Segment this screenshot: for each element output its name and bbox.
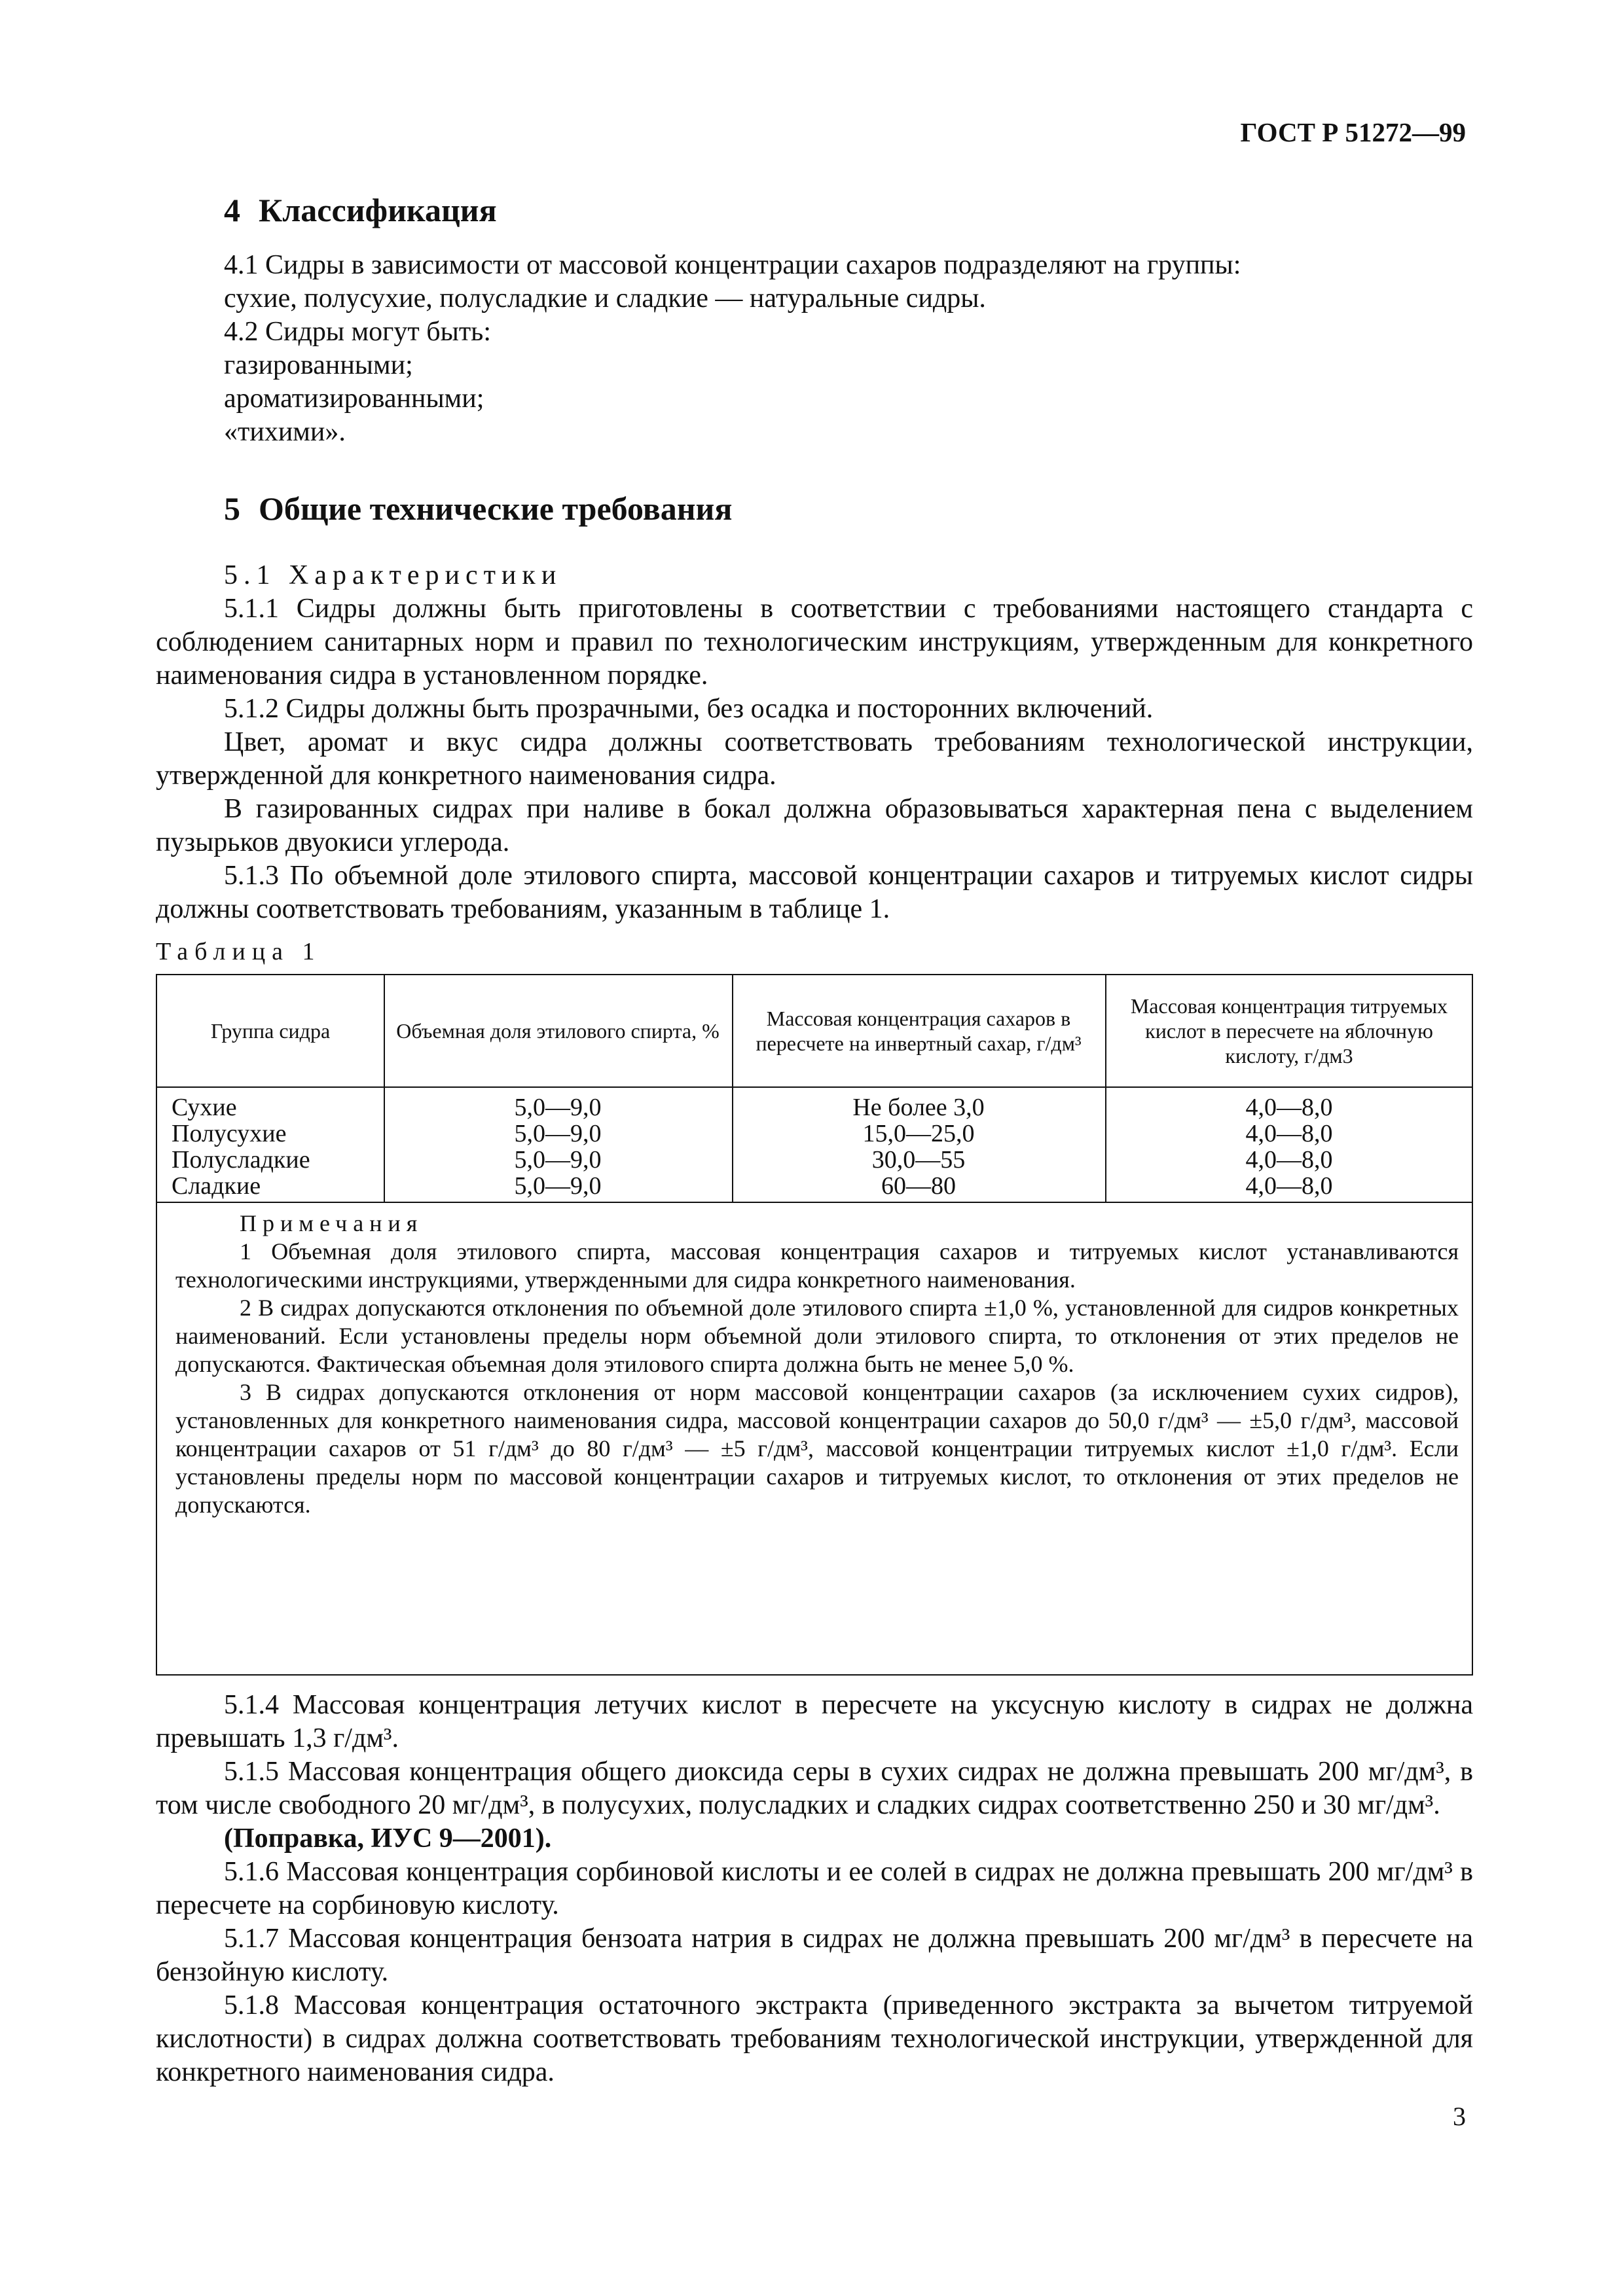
list-item: «тихими». <box>224 417 346 447</box>
table-header-cell: Массовая концентрация сахаров в пересчете на инвертный сахар, г/дм³ <box>756 1007 1082 1055</box>
table-cell: 5,0—9,0 <box>514 1120 602 1147</box>
paragraph-5-1-2b: Цвет, аромат и вкус сидра должны соответствовать требованиям технологической инструкции, утвержденной для конкретного наименования сидра. <box>156 727 1473 791</box>
table-1 <box>156 974 1473 1676</box>
table-cell: 4,0—8,0 <box>1245 1120 1333 1147</box>
paragraph-5-1-2c: В газированных сидрах при наливе в бокал должна образовываться характерная пена с выделением пузырьков двуокиси углерода. <box>156 794 1473 857</box>
table-notes <box>175 1210 1459 1519</box>
document-code: ГОСТ Р 51272—99 <box>1240 117 1466 147</box>
paragraph-4-2: 4.2 Сидры могут быть: <box>224 317 492 347</box>
table-body <box>157 1088 1472 1203</box>
table-cell: 5,0—9,0 <box>514 1172 602 1200</box>
paragraph-5-1-7: 5.1.7 Массовая концентрация бензоата натрия в сидрах не должна превышать 200 мг/дм³ в пересчете на бензойную кислоту. <box>156 1924 1473 1987</box>
table-column-group <box>172 1094 381 1199</box>
table-cell: 15,0—25,0 <box>862 1120 975 1147</box>
table-note: 3 В сидрах допускаются отклонения от норм массовой концентрации сахаров (за исключением сухих сидров), установленных для конкретного наименования сидра, массовой концентрации сахаров до 50,0 г/дм³ — ±5,0 г/дм³, массовой концентрации сахаров от 51 г/дм³ до 80 г/дм³ — ±5 г/дм³, массовой концентрации титруемых кислот ±1,0 г/дм³. Если установлены пределы норм по массовой концентрации сахаров и титруемых кислот, то отклонения от этих пределов не допускаются. <box>175 1379 1459 1518</box>
paragraph-5-1-3: 5.1.3 По объемной доле этилового спирта, массовой концентрации сахаров и титруемых кислот сидры должны соответствовать требованиям, указанным в таблице 1. <box>156 861 1473 924</box>
paragraph-5-1-6: 5.1.6 Массовая концентрация сорбиновой кислоты и ее солей в сидрах не должна превышать 200 мг/дм³ в пересчете на сорбиновую кислоту. <box>156 1857 1473 1920</box>
section-5-number: 5 <box>224 490 240 527</box>
table-cell: 30,0—55 <box>871 1146 966 1174</box>
list-item: газированными; <box>224 350 413 380</box>
requirements-continued <box>156 1689 1473 2089</box>
table-note: 1 Объемная доля этилового спирта, массовая концентрация сахаров и титруемых кислот устанавливаются технологическими инструкциями, утвержденными для сидра конкретного наименования. <box>175 1238 1459 1293</box>
table-column-acids <box>1105 1094 1473 1199</box>
table-header-cell: Объемная доля этилового спирта, % <box>396 1019 720 1043</box>
amendment-note: (Поправка, ИУС 9—2001). <box>224 1823 552 1854</box>
paragraph-5-1-5: 5.1.5 Массовая концентрация общего диоксида серы в сухих сидрах не должна превышать 200 мг/дм³, в том числе свободного 20 мг/дм³, в полусухих, полусладких и сладких сидрах соответственно 250 и 30 мг/дм³. <box>156 1757 1473 1820</box>
paragraph-5-1-4: 5.1.4 Массовая концентрация летучих кислот в пересчете на уксусную кислоту в сидрах не должна превышать 1,3 г/дм³. <box>156 1690 1473 1753</box>
subsection-title: 5.1 Характеристики <box>224 560 562 590</box>
table-cell: 5,0—9,0 <box>514 1146 602 1174</box>
table-header-cell: Группа сидра <box>210 1019 331 1043</box>
table-header <box>157 975 1472 1088</box>
section-5-title: Общие технические требования <box>259 490 733 527</box>
table-cell: 60—80 <box>881 1172 956 1200</box>
section-4-body <box>224 249 1468 449</box>
table-cell: Сладкие <box>172 1172 261 1200</box>
notes-title: Примечания <box>240 1210 424 1236</box>
paragraph-4-1a: 4.1 Сидры в зависимости от массовой концентрации сахаров подразделяют на группы: <box>224 250 1241 280</box>
table-caption: Таблица 1 <box>156 938 321 965</box>
page-number: 3 <box>1453 2102 1466 2131</box>
paragraph-5-1-8: 5.1.8 Массовая концентрация остаточного экстракта (приведенного экстракта за вычетом титруемой кислотности) в сидрах должна соответствовать требованиям технологической инструкции, утвержденной для конкретного наименования сидра. <box>156 1990 1473 2087</box>
paragraph-5-1-1: 5.1.1 Сидры должны быть приготовлены в соответствии с требованиями настоящего стандарта с соблюдением санитарных норм и правил по технологическим инструкциям, утвержденным для конкретного наименования сидра в установленном порядке. <box>156 594 1473 691</box>
table-column-sugar <box>732 1094 1105 1199</box>
table-cell: 4,0—8,0 <box>1245 1146 1333 1174</box>
section-4-number: 4 <box>224 192 240 228</box>
section-5-body <box>156 559 1473 926</box>
table-cell: Полусухие <box>172 1120 287 1147</box>
section-4-title: Классификация <box>259 192 497 228</box>
table-cell: 4,0—8,0 <box>1245 1172 1333 1200</box>
paragraph-5-1-2: 5.1.2 Сидры должны быть прозрачными, без осадка и посторонних включений. <box>224 694 1154 724</box>
table-cell: Не более 3,0 <box>852 1094 985 1121</box>
table-cell: 4,0—8,0 <box>1245 1094 1333 1121</box>
table-cell: 5,0—9,0 <box>514 1094 602 1121</box>
list-item: ароматизированными; <box>224 384 484 414</box>
table-cell: Сухие <box>172 1094 237 1121</box>
table-header-cell: Массовая концентрация титруемых кислот в пересчете на яблочную кислоту, г/дм3 <box>1130 994 1448 1067</box>
paragraph-4-1b: сухие, полусухие, полусладкие и сладкие — натуральные сидры. <box>224 283 986 314</box>
table-cell: Полусладкие <box>172 1146 310 1174</box>
table-column-alcohol <box>384 1094 732 1199</box>
section-5-heading <box>224 490 732 528</box>
section-4-heading <box>224 191 497 229</box>
table-note: 2 В сидрах допускаются отклонения по объемной доле этилового спирта ±1,0 %, установленной для сидров конкретных наименований. Если установлены пределы норм объемной доли этилового спирта, то отклонения от этих пределов не допускаются. Фактическая объемная доля этилового спирта должна быть не менее 5,0 %. <box>175 1295 1459 1377</box>
